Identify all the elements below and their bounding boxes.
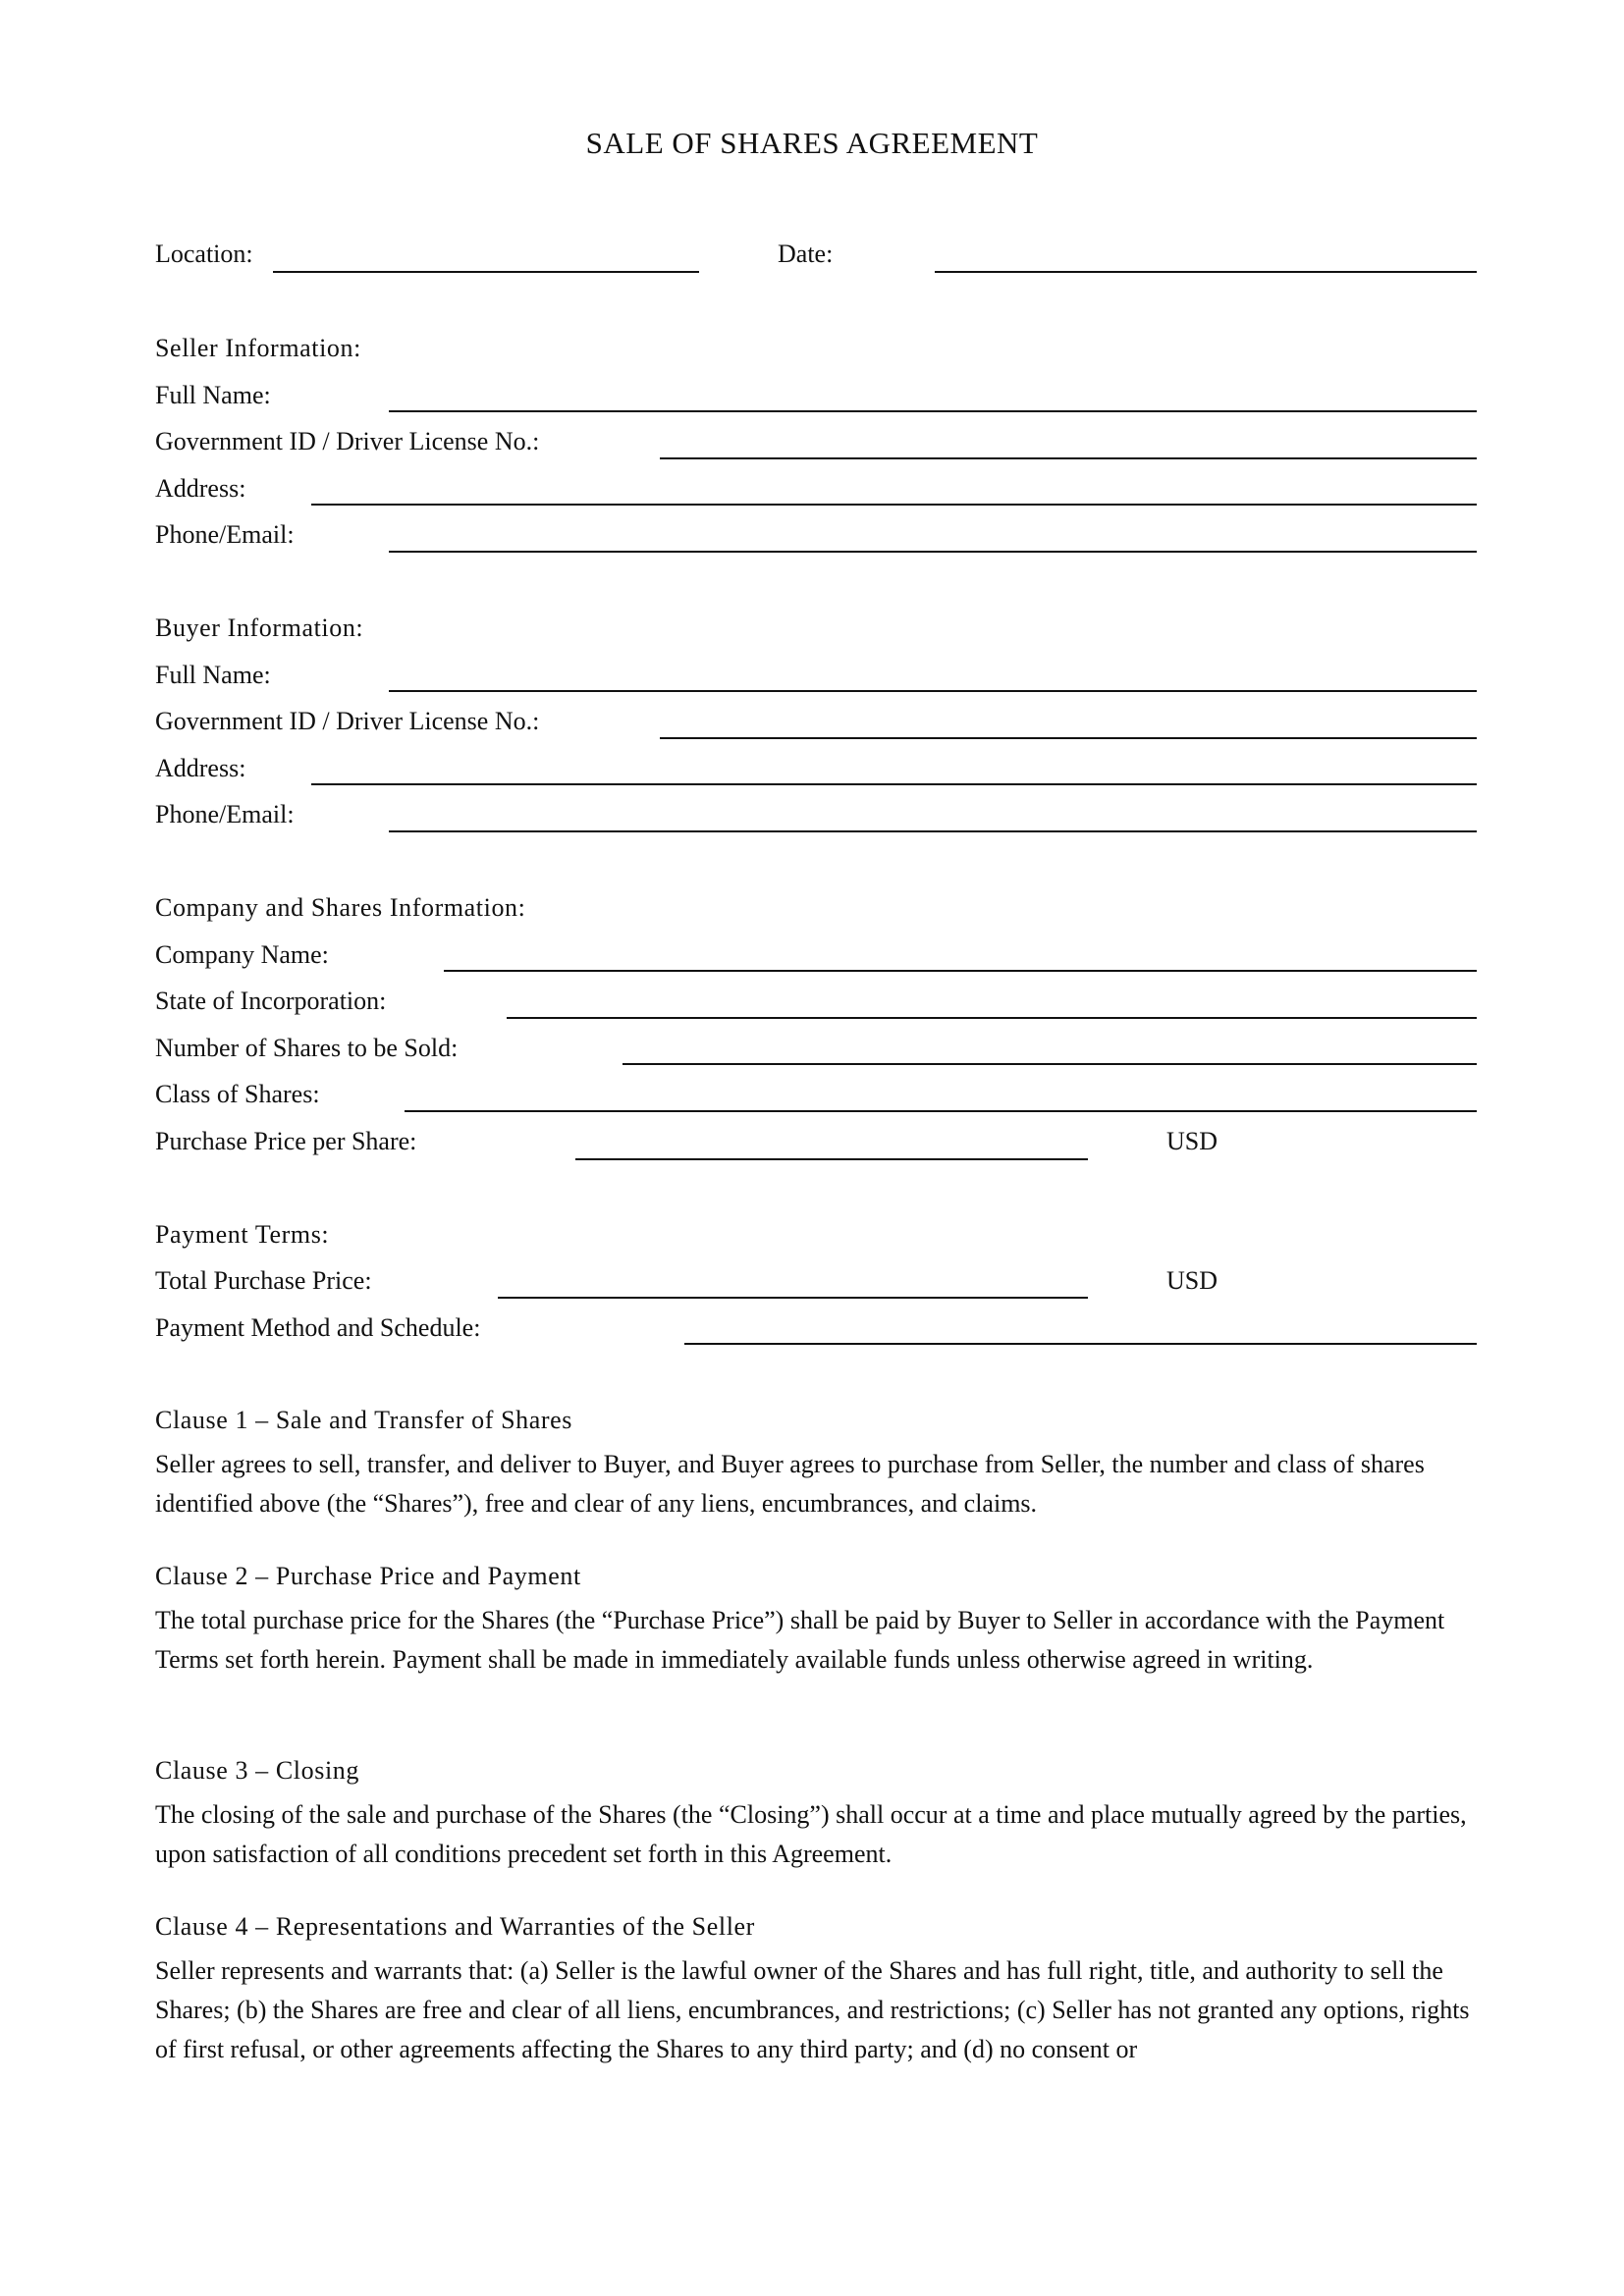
buyer-address-field[interactable]: [311, 783, 1477, 785]
state-of-incorporation-label: State of Incorporation:: [155, 987, 387, 1015]
total-purchase-price-currency: USD: [1166, 1266, 1218, 1295]
price-per-share-field[interactable]: [575, 1158, 1088, 1160]
seller-full-name-label: Full Name:: [155, 381, 271, 409]
seller-phone-email-field[interactable]: [389, 551, 1477, 553]
clause-1-title: Clause 1 – Sale and Transfer of Shares: [155, 1406, 573, 1434]
number-of-shares-field[interactable]: [623, 1063, 1477, 1065]
location-label: Location:: [155, 240, 253, 268]
price-per-share-currency: USD: [1166, 1127, 1218, 1155]
buyer-heading: Buyer Information:: [155, 614, 364, 642]
buyer-full-name-label: Full Name:: [155, 661, 271, 689]
clause-3-text: The closing of the sale and purchase of the Shares (the “Closing”) shall occur at a time and place mutually agreed by the parties, upon satisfaction of all conditions precedent set forth in this Agreement.: [155, 1800, 1467, 1868]
seller-address-field[interactable]: [311, 504, 1477, 506]
state-of-incorporation-field[interactable]: [507, 1017, 1477, 1019]
clause-3-title: Clause 3 – Closing: [155, 1756, 359, 1785]
location-field[interactable]: [273, 271, 699, 273]
seller-phone-email-label: Phone/Email:: [155, 520, 295, 549]
payment-method-label: Payment Method and Schedule:: [155, 1313, 481, 1342]
class-of-shares-label: Class of Shares:: [155, 1080, 320, 1108]
buyer-phone-email-field[interactable]: [389, 830, 1477, 832]
seller-heading: Seller Information:: [155, 334, 361, 362]
clause-2-title: Clause 2 – Purchase Price and Payment: [155, 1562, 581, 1590]
payment-heading: Payment Terms:: [155, 1220, 330, 1249]
seller-address-label: Address:: [155, 474, 246, 503]
buyer-address-label: Address:: [155, 754, 246, 782]
payment-method-field[interactable]: [684, 1343, 1477, 1345]
date-field[interactable]: [935, 271, 1477, 273]
buyer-full-name-field[interactable]: [389, 690, 1477, 692]
total-purchase-price-field[interactable]: [498, 1297, 1088, 1299]
buyer-gov-id-label: Government ID / Driver License No.:: [155, 707, 540, 735]
seller-full-name-field[interactable]: [389, 410, 1477, 412]
date-label: Date:: [778, 240, 834, 268]
seller-gov-id-field[interactable]: [660, 457, 1477, 459]
company-heading: Company and Shares Information:: [155, 893, 526, 922]
company-name-field[interactable]: [444, 970, 1477, 972]
price-per-share-label: Purchase Price per Share:: [155, 1127, 417, 1155]
document-title: SALE OF SHARES AGREEMENT: [585, 126, 1039, 160]
clause-4-title: Clause 4 – Representations and Warranties of the Seller: [155, 1912, 755, 1941]
company-name-label: Company Name:: [155, 940, 329, 969]
seller-gov-id-label: Government ID / Driver License No.:: [155, 427, 540, 455]
total-purchase-price-label: Total Purchase Price:: [155, 1266, 372, 1295]
clause-4-text: Seller represents and warrants that: (a) Seller is the lawful owner of the Shares and has full right, title, and authority to sell the Shares; (b) the Shares are free and clear of all liens, encumbrances, and restrictions; (c) Seller has not granted any options, rights of first refusal, or other agreements affecting the Shares to any third party; and (d) no consent or: [155, 1956, 1470, 2063]
buyer-gov-id-field[interactable]: [660, 737, 1477, 739]
clause-2-text: The total purchase price for the Shares (the “Purchase Price”) shall be paid by Buyer to Seller in accordance with the Payment Terms set forth herein. Payment shall be made in immediately available funds unless otherwise agreed in writing.: [155, 1606, 1445, 1674]
number-of-shares-label: Number of Shares to be Sold:: [155, 1034, 459, 1062]
buyer-phone-email-label: Phone/Email:: [155, 800, 295, 828]
clause-1-text: Seller agrees to sell, transfer, and deliver to Buyer, and Buyer agrees to purchase from Seller, the number and class of shares identified above (the “Shares”), free and clear of any liens, encumbrances, and claims.: [155, 1450, 1425, 1518]
class-of-shares-field[interactable]: [405, 1110, 1477, 1112]
